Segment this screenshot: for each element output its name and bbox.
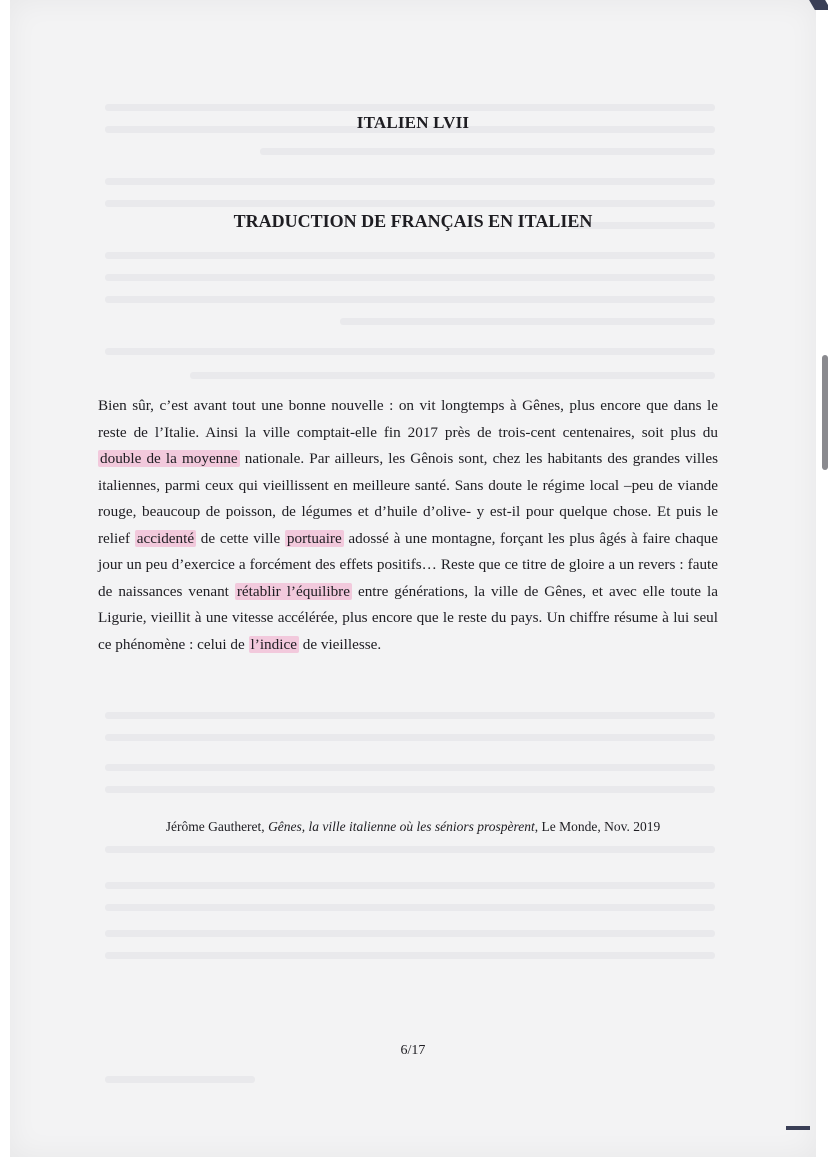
show-through-line bbox=[105, 1076, 255, 1083]
passage-text: entre générations, la ville de Gênes, et avec elle toute la Ligurie, vieillit à une vitesse accélérée, plus encore que le reste du pays. Un chiffre résume à lui seul ce phénomène : celui de bbox=[98, 582, 718, 653]
page-title: ITALIEN LVII bbox=[356, 113, 470, 132]
section-title: TRADUCTION DE FRANÇAIS EN ITALIEN bbox=[233, 211, 593, 231]
show-through-line bbox=[260, 148, 715, 155]
show-through-line bbox=[105, 734, 715, 741]
show-through-line bbox=[105, 930, 715, 937]
highlighted-phrase: rétablir l’équilibre bbox=[236, 582, 350, 600]
show-through-line bbox=[340, 318, 715, 325]
document-page bbox=[10, 0, 816, 1157]
passage-text: de cette ville bbox=[196, 529, 285, 547]
show-through-line bbox=[105, 786, 715, 793]
show-through-line bbox=[105, 104, 715, 111]
show-through-line bbox=[105, 296, 715, 303]
passage-text: de vieillesse. bbox=[298, 635, 382, 653]
highlighted-phrase: portuaire bbox=[286, 529, 342, 547]
highlighted-phrase: double de la moyenne bbox=[100, 450, 238, 467]
show-through-line bbox=[105, 764, 715, 771]
show-through-line bbox=[105, 882, 715, 889]
show-through-line bbox=[105, 178, 715, 185]
show-through-line bbox=[190, 372, 715, 379]
passage-text: Bien sûr, c’est avant tout une bonne nouvelle : on vit longtemps à Gênes, plus encore que dans le reste de l’Italie. Ainsi la ville comptait-elle fin 2017 près de trois-cent centenaires, soit plus du bbox=[98, 397, 718, 441]
show-through-line bbox=[105, 952, 715, 959]
show-through-line bbox=[105, 712, 715, 719]
page-number: 6/17 bbox=[400, 1043, 426, 1058]
passage-text: adossé à une montagne, forçant les plus âgés à faire chaque jour un peu d’exercice a forcément des effets positifs… Reste que ce titre de gloire a un revers : faute de naissances venant bbox=[98, 529, 718, 600]
source-citation bbox=[10, 819, 816, 835]
highlighted-phrase: accidenté bbox=[136, 529, 195, 547]
show-through-line bbox=[105, 200, 715, 207]
show-through-line bbox=[105, 252, 715, 259]
source-passage bbox=[98, 393, 718, 658]
citation-source: , Le Monde, Nov. 2019 bbox=[534, 819, 661, 834]
show-through-line bbox=[105, 846, 715, 853]
citation-author: Jérôme Gautheret, bbox=[165, 819, 269, 834]
passage-text: nationale. Par ailleurs, les Gênois sont, chez les habitants des grandes villes italiennes, parmi ceux qui vieillissent en meilleure santé. Sans doute le régime local –peu de viande rouge, beaucoup de poisson, de légumes et d’huile d’olive- y est-il pour quelque chose. Et puis le relief bbox=[98, 450, 718, 547]
citation-work-title: Gênes, la ville italienne où les séniors prospèrent bbox=[268, 819, 535, 834]
scroll-edge-mark bbox=[822, 355, 828, 470]
highlighted-phrase: l’indice bbox=[250, 635, 297, 653]
show-through-line bbox=[105, 904, 715, 911]
show-through-line bbox=[105, 348, 715, 355]
show-through-line bbox=[105, 274, 715, 281]
background-corner bbox=[786, 1126, 810, 1130]
